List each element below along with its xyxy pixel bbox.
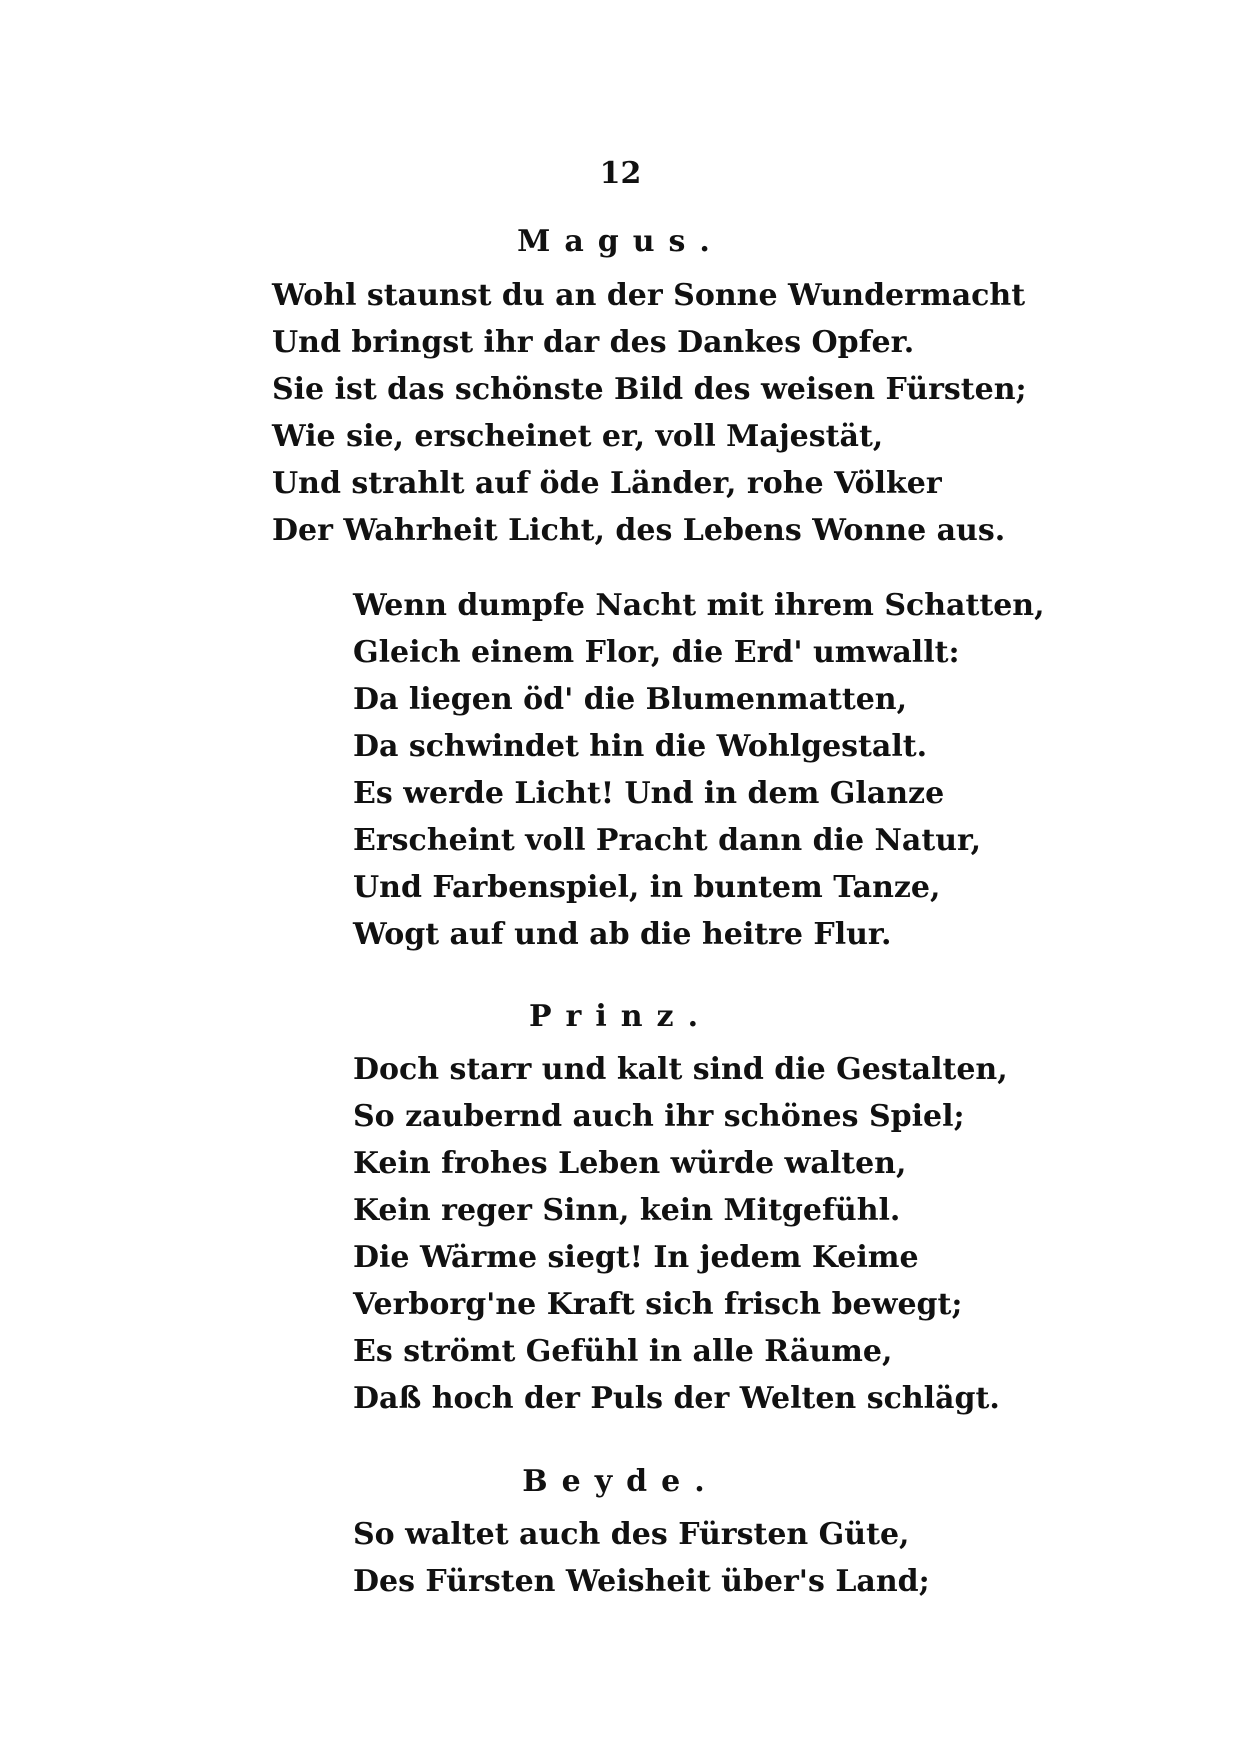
verse-line: Wie sie, erscheinet er, voll Majestät,: [272, 419, 884, 454]
verse-line: Erscheint voll Pracht dann die Natur,: [353, 823, 982, 858]
verse-line: Kein frohes Leben würde walten,: [353, 1146, 907, 1181]
verse-line: Der Wahrheit Licht, des Lebens Wonne aus.: [272, 513, 1006, 548]
verse-line: Da liegen öd' die Blumenmatten,: [353, 682, 908, 717]
stanza: [353, 582, 1045, 958]
page-number: 12: [599, 156, 642, 191]
verse-line: Und Farbenspiel, in buntem Tanze,: [353, 870, 941, 905]
verse-line: Es strömt Gefühl in alle Räume,: [353, 1334, 893, 1369]
verse-line: So zaubernd auch ihr schönes Spiel;: [353, 1099, 965, 1134]
verse-line: So waltet auch des Fürsten Güte,: [353, 1517, 910, 1552]
verse-line: Wenn dumpfe Nacht mit ihrem Schatten,: [353, 588, 1045, 623]
verse-line: Die Wärme siegt! In jedem Keime: [353, 1240, 919, 1275]
verse-line: Doch starr und kalt sind die Gestalten,: [353, 1052, 1008, 1087]
speaker-heading-prinz: Prinz.: [528, 999, 713, 1034]
stanza: [353, 1511, 930, 1605]
verse-line: Es werde Licht! Und in dem Glanze: [353, 776, 945, 811]
stanza: [353, 1046, 1008, 1422]
verse-line: Gleich einem Flor, die Erd' umwallt:: [353, 635, 960, 670]
speaker-heading-beyde: Beyde.: [522, 1464, 719, 1499]
verse-line: Sie ist das schönste Bild des weisen Fürsten;: [272, 372, 1027, 407]
verse-line: Da schwindet hin die Wohlgestalt.: [353, 729, 928, 764]
verse-line: Und bringst ihr dar des Dankes Opfer.: [272, 325, 915, 360]
speaker-heading-magus: Magus.: [517, 224, 724, 259]
verse-line: Des Fürsten Weisheit über's Land;: [353, 1564, 930, 1599]
stanza: [272, 272, 1027, 554]
verse-line: Wogt auf und ab die heitre Flur.: [353, 917, 892, 952]
verse-line: Kein reger Sinn, kein Mitgefühl.: [353, 1193, 901, 1228]
verse-line: Und strahlt auf öde Länder, rohe Völker: [272, 466, 942, 501]
verse-line: Daß hoch der Puls der Welten schlägt.: [353, 1381, 1000, 1416]
verse-line: Verborg'ne Kraft sich frisch bewegt;: [353, 1287, 963, 1322]
verse-line: Wohl staunst du an der Sonne Wundermacht: [272, 278, 1026, 313]
